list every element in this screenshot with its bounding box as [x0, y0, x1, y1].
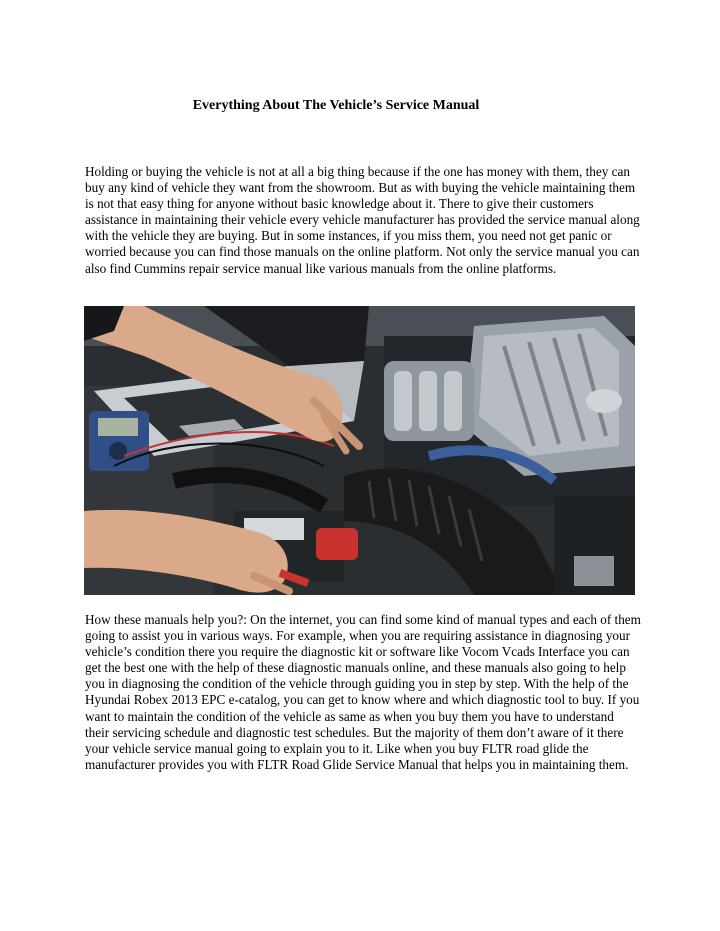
multimeter-image: [89, 411, 149, 471]
document-title: Everything About The Vehicle’s Service Manual: [192, 98, 480, 113]
engine-photo: [84, 306, 635, 595]
paragraph-how-manuals-help: How these manuals help you?: On the internet, you can find some kind of manual types and each of them going to assist you in various ways. For example, when you are requiring assistance in diagnosing your vehicle’s condition there you require the diagnostic kit or software like Vocom Vcads Interface you can get the best one with the help of these diagnostic manuals online, and these manuals also going to help you in diagnosing the condition of the vehicle through guiding you in step by step. With the help of the Hyundai Robex 2013 EPC e-catalog, you can get to know where and which diagnostic tool to buy. If you want to maintain the condition of the vehicle as same as when you buy them you have to understand their servicing schedule and diagnostic test schedules. But the majority of them don’t aware of it there your vehicle service manual going to explain you to it. Like when you buy FLTR road glide the manufacturer provides you with FLTR Road Glide Service Manual that helps you in maintaining them.: [85, 612, 641, 772]
paragraph-intro: Holding or buying the vehicle is not at all a big thing because if the one has money with them, they can buy any kind of vehicle they want from the showroom. But as with buying the vehicle maintaining them is not that easy thing for anyone without basic knowledge about it. There to give their customers assistance in maintaining their vehicle every vehicle manufacturer has provided the service manual along with the vehicle they are buying. But in some instances, if you miss them, you need not get panic or worried because you can find those manuals on the online platform. Not only the service manual you can also find Cummins repair service manual like various manuals from the online platforms.: [85, 164, 640, 276]
